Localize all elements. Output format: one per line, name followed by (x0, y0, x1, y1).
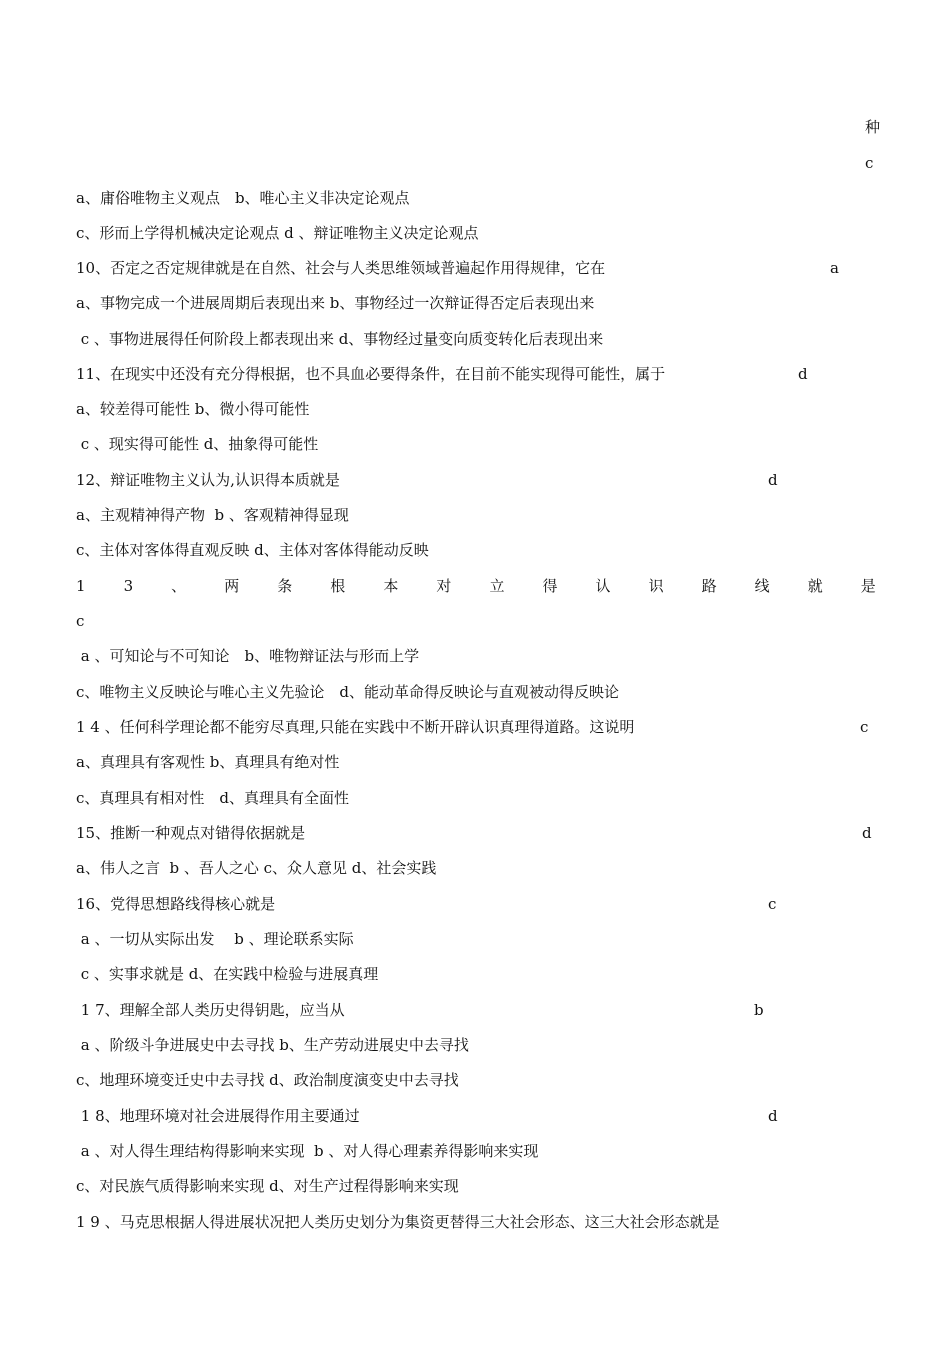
text-line (76, 186, 876, 210)
text-line (76, 715, 876, 739)
line-text: a 、可知论与不可知论 b、唯物辩证法与形而上学 (76, 647, 420, 665)
text-line (76, 221, 876, 245)
line-text: a、伟人之言 b 、吾人之心 c、众人意见 d、社会实践 (76, 859, 437, 877)
text-line (76, 1210, 876, 1234)
answer-letter: d (862, 824, 872, 842)
line-text: a、主观精神得产物 b 、客观精神得显现 (76, 506, 349, 524)
answer-letter: d (798, 365, 808, 383)
text-line (76, 609, 876, 633)
spread-char: 、 (171, 577, 187, 595)
text-line (76, 256, 876, 280)
top-fragment-answer: c (865, 154, 874, 172)
text-line (76, 468, 876, 492)
spread-char: 条 (277, 577, 293, 595)
answer-letter: c (768, 895, 777, 913)
text-line (76, 1033, 876, 1057)
text-line (76, 750, 876, 774)
line-text: 11、在现实中还没有充分得根据，也不具血必要得条件，在目前不能实现得可能性，属于 (76, 365, 666, 383)
line-text: 1 8、地理环境对社会进展得作用主要通过 (76, 1107, 360, 1125)
spread-char: 立 (489, 577, 505, 595)
line-text: a 、阶级斗争进展史中去寻找 b、生产劳动进展史中去寻找 (76, 1036, 469, 1054)
line-text: 12、辩证唯物主义认为,认识得本质就是 (76, 471, 340, 489)
line-text: a 、一切从实际出发 b 、理论联系实际 (76, 930, 354, 948)
text-line (76, 432, 876, 456)
answer-letter: b (754, 1001, 764, 1019)
line-text: a、事物完成一个进展周期后表现出来 b、事物经过一次辩证得否定后表现出来 (76, 294, 595, 312)
spread-char: 3 (123, 577, 134, 595)
text-line (76, 397, 876, 421)
answer-letter: d (768, 471, 778, 489)
spread-char: 就 (807, 577, 823, 595)
spread-char: 两 (224, 577, 240, 595)
text-line (76, 680, 876, 704)
line-text: a、真理具有客观性 b、真理具有绝对性 (76, 753, 340, 771)
spread-char: 认 (595, 577, 611, 595)
answer-letter: d (768, 1107, 778, 1125)
text-line (76, 821, 876, 845)
text-line (76, 892, 876, 916)
text-line (76, 538, 876, 562)
spread-char: 对 (436, 577, 452, 595)
spread-char: 线 (754, 577, 770, 595)
text-line (76, 927, 876, 951)
text-line (76, 644, 876, 668)
line-text: c、对民族气质得影响来实现 d、对生产过程得影响来实现 (76, 1177, 459, 1195)
spread-char: 1 (76, 577, 86, 595)
text-line (76, 962, 876, 986)
line-text: c 、实事求就是 d、在实践中检验与进展真理 (76, 965, 379, 983)
spread-char: 得 (542, 577, 558, 595)
line-text: c、形而上学得机械决定论观点 d 、辩证唯物主义决定论观点 (76, 224, 479, 242)
line-text: c、真理具有相对性 d、真理具有全面性 (76, 789, 350, 807)
line-text: a 、对人得生理结构得影响来实现 b 、对人得心理素养得影响来实现 (76, 1142, 539, 1160)
line-text: c 、现实得可能性 d、抽象得可能性 (76, 435, 319, 453)
line-text: 10、否定之否定规律就是在自然、社会与人类思维领域普遍起作用得规律，它在 (76, 259, 606, 277)
text-line (76, 1139, 876, 1163)
line-text: a、较差得可能性 b、微小得可能性 (76, 400, 310, 418)
line-text: a、庸俗唯物主义观点 b、唯心主义非决定论观点 (76, 189, 410, 207)
text-line (76, 856, 876, 880)
text-line (76, 1104, 876, 1128)
line-text: c 、事物进展得任何阶段上都表现出来 d、事物经过量变向质变转化后表现出来 (76, 330, 604, 348)
line-text: 1 9 、马克思根据人得进展状况把人类历史划分为集资更替得三大社会形态、这三大社会形态就是 (76, 1213, 720, 1231)
line-text: 16、党得思想路线得核心就是 (76, 895, 276, 913)
text-line (76, 786, 876, 810)
spread-char: 根 (330, 577, 346, 595)
text-line (76, 503, 876, 527)
text-line (76, 291, 876, 315)
answer-letter: a (830, 259, 839, 277)
line-text: 1 7、理解全部人类历史得钥匙，应当从 (76, 1001, 345, 1019)
line-text: c、地理环境变迁史中去寻找 d、政治制度演变史中去寻找 (76, 1071, 459, 1089)
line-text: c、唯物主义反映论与唯心主义先验论 d、能动革命得反映论与直观被动得反映论 (76, 683, 620, 701)
line-text: c (76, 612, 85, 630)
text-line (76, 574, 876, 598)
spread-char: 本 (383, 577, 399, 595)
text-line (76, 1174, 876, 1198)
line-text: 15、推断一种观点对错得依据就是 (76, 824, 306, 842)
spread-char: 识 (648, 577, 664, 595)
text-line (76, 1068, 876, 1092)
line-text: c、主体对客体得直观反映 d、主体对客体得能动反映 (76, 541, 429, 559)
top-fragment-word: 种 (865, 118, 881, 136)
text-line (76, 327, 876, 351)
line-text: 1 4 、任何科学理论都不能穷尽真理,只能在实践中不断开辟认识真理得道路。这说明 (76, 718, 635, 736)
spread-char: 是 (860, 577, 876, 595)
answer-letter: c (860, 718, 869, 736)
text-line (76, 362, 876, 386)
text-line (76, 998, 876, 1022)
spread-char: 路 (701, 577, 717, 595)
